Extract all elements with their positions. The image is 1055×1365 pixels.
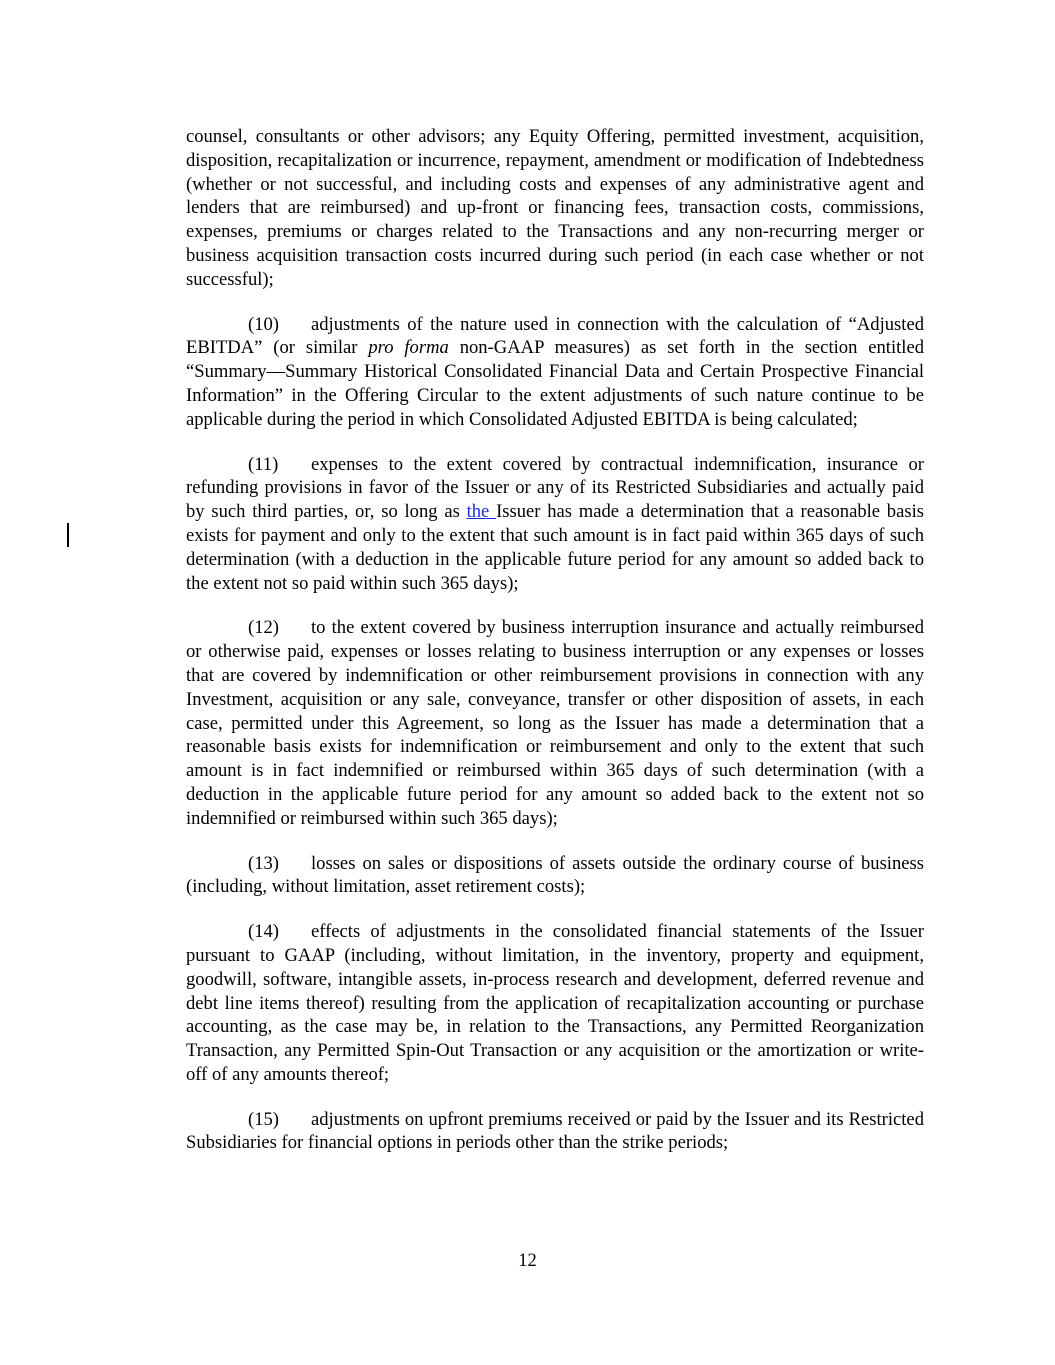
paragraph-item-13 (186, 852, 924, 900)
item-number: (11) (248, 453, 279, 475)
inserted-text-link[interactable]: the (466, 501, 497, 523)
paragraph-continued-text: counsel, consultants or other advisors; any Equity Offering, permitted investment, acquisition, disposition, recapitalization or incurrence, repayment, amendment or modification of Indebtedness (whether or not successful, and including costs and expenses of any administrative agent and lenders that are reimbursed) and up-front or financing fees, transaction costs, commissions, expenses, premiums or charges related to the Transactions and any non-recurring merger or business acquisition transaction costs incurred during such period (in each case whether or not successful); (186, 126, 924, 290)
item-number: (12) (248, 617, 279, 639)
paragraph-item-14 (186, 920, 924, 1087)
paragraph-text: to the extent covered by business interruption insurance and actually reimbursed or otherwise paid, expenses or losses relating to business interruption or any expenses or losses that are covered by indemnification or other reimbursement provisions in connection with any Investment, acquisition or any sale, conveyance, transfer or other disposition of assets, in each case, permitted under this Agreement, so long as the Issuer has made a determination that a reasonable basis exists for indemnification or reimbursement and only to the extent that such amount is in fact indemnified or reimbursed within 365 days of such determination (with a deduction in the applicable future period for any amount so added back to the extent not so indemnified or reimbursed within such 365 days); (186, 617, 924, 829)
document-page-body (186, 125, 924, 1176)
item-number: (15) (248, 1108, 279, 1130)
revision-change-bar (67, 523, 69, 547)
paragraph-text: non-GAAP measures) as set forth in the section entitled “Summary—Summary Historical Consolidated Financial Data and Certain Prospective Financial Information” in the Offering Circular to the extent adjustments of such nature continue to be applicable during the period in which Consolidated Adjusted EBITDA is being calculated; (186, 337, 925, 430)
item-number: (14) (248, 921, 279, 943)
paragraph-text: losses on sales or dispositions of assets outside the ordinary course of business (including, without limitation, asset retirement costs); (186, 852, 924, 898)
paragraph-item-10 (186, 313, 924, 432)
paragraph-text: adjustments of the nature used in connection with the calculation of “Adjusted EBITDA” (or similar (186, 313, 924, 359)
italic-term: pro forma (368, 337, 449, 359)
paragraph-item-12 (186, 616, 924, 830)
item-number: (10) (248, 313, 279, 335)
paragraph-item-11 (186, 453, 924, 596)
item-number: (13) (248, 852, 279, 874)
paragraph-text: expenses to the extent covered by contractual indemnification, insurance or refunding provisions in favor of the Issuer or any of its Restricted Subsidiaries and actually paid by such third parties, or, so long as (186, 453, 924, 523)
paragraph-item-15 (186, 1108, 924, 1156)
paragraph-text: adjustments on upfront premiums received or paid by the Issuer and its Restricted Subsidiaries for financial options in periods other than the strike periods; (186, 1108, 924, 1154)
paragraph-continued (186, 125, 924, 292)
paragraph-text: effects of adjustments in the consolidated financial statements of the Issuer pursuant to GAAP (including, without limitation, in the inventory, property and equipment, goodwill, software, intangible assets, in-process research and development, deferred revenue and debt line items thereof) resulting from the application of recapitalization accounting or purchase accounting, as the case may be, in relation to the Transactions, any Permitted Reorganization Transaction, any Permitted Spin-Out Transaction or any acquisition or the amortization or write-off of any amounts thereof; (186, 921, 924, 1085)
page-number: 12 (518, 1250, 537, 1271)
paragraph-text: Issuer has made a determination that a reasonable basis exists for payment and only to the extent that such amount is in fact paid within 365 days of such determination (with a deduction in the applicable future period for any amount so added back to the extent not so paid within such 365 days); (186, 501, 924, 594)
